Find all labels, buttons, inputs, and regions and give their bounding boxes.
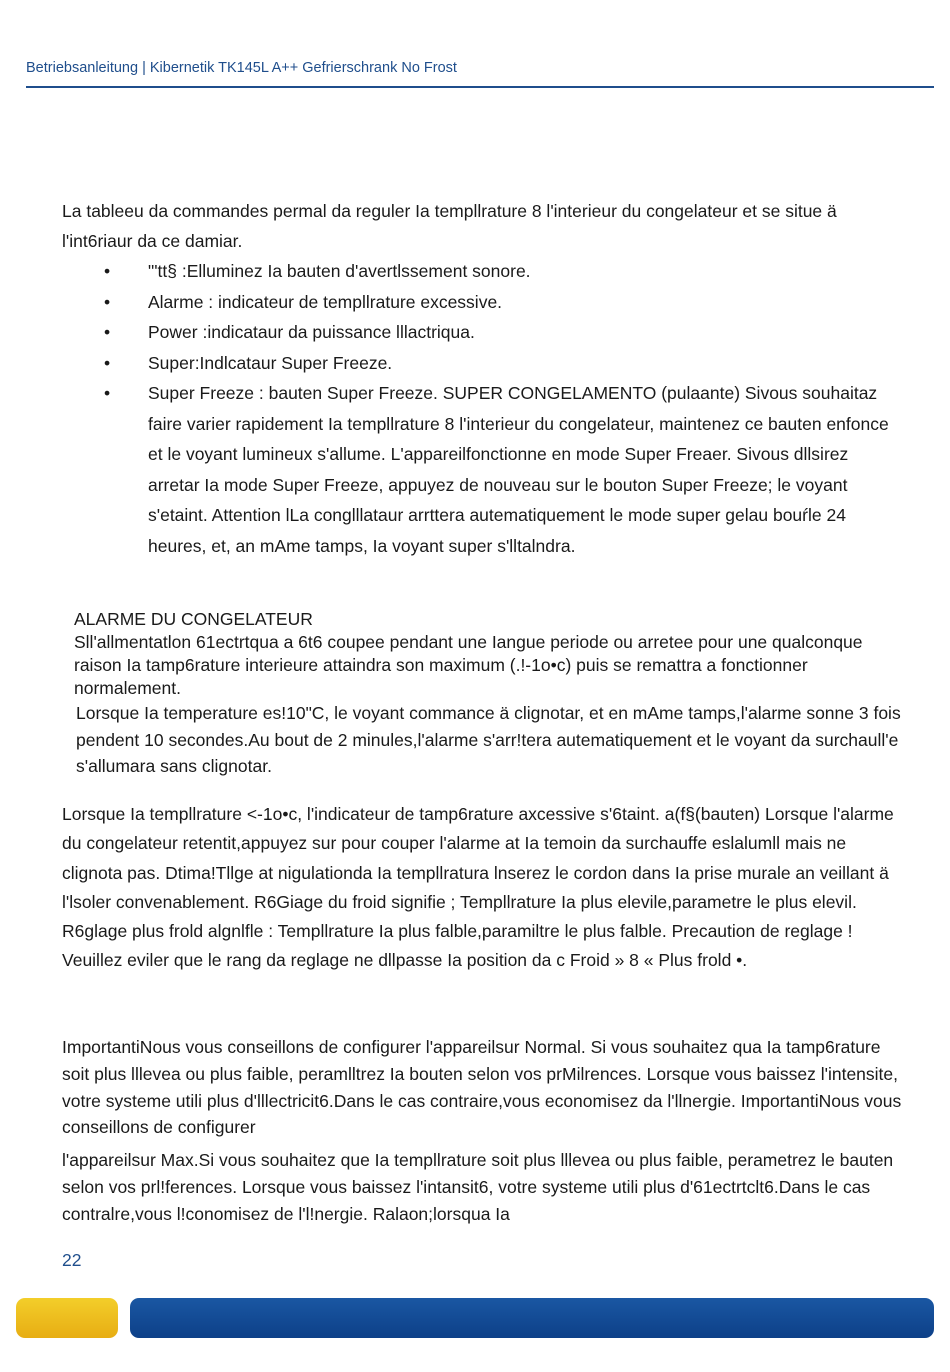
list-item: • "'tt§ :Elluminez Ia bauten d'avertlssement sonore. — [62, 256, 902, 287]
alarm-section — [74, 608, 904, 700]
page-number: 22 — [62, 1250, 82, 1270]
list-item: • Power :indicataur da puissance lllactriqua. — [62, 317, 902, 348]
header-divider — [26, 86, 934, 88]
list-item: • Super Freeze : bauten Super Freeze. SUPER CONGELAMENTO (pulaante) Sivous souhaitaz faire varier rapidement Ia templlrature 8 l'interieur du congelateur, maintenez ce bauten enfonce et le voyant lumineux s'allume. L'appareilfonctionne en mode Super Freaer. Sivous dllsirez arretar Ia mode Super Freeze, appuyez de nouveau sur le bouton Super Freeze; le voyant s'etaint. Attention lLa conglllataur arrttera autematiquement le mode super gelau bouŕle 24 heures, et, an mAme tamps, Ia voyant super s'lltalndra. — [62, 378, 902, 561]
intro-paragraph: La tableeu da commandes permal da reguler Ia templlrature 8 l'interieur du congelateur et se situe ä l'int6riaur da ce damiar. — [62, 201, 837, 251]
body-paragraph: Lorsque Ia templlrature <-1o•c, l'indicateur de tamp6rature axcessive s'6taint. a(f§(bauten) Lorsque l'alarme du congelateur retentit,appuyez sur pour couper l'alarme at Ia temoin da surchauffe eslalumll mais ne clignota pas. Dtima!Tllge at nigulationda Ia templlratura lnserez le cordon dans Ia prise murale an veillant ä l'lsoler convenablement. R6Giage du froid signifie ; Templlrature Ia plus elevile,parametre le plus elevil. R6glage plus frold algnlfle : Templlrature Ia plus falble,paramiltre le plus falble. Precaution de reglage ! Veuillez eviler que le rang da reglage ne dllpasse Ia position da c Froid » 8 « Plus frold •. — [62, 804, 894, 971]
document-header: Betriebsanleitung | Kibernetik TK145L A++ Gefrierschrank No Frost — [26, 60, 457, 76]
control-panel-list — [62, 256, 902, 561]
section-heading: ALARME DU CONGELATEUR — [74, 609, 313, 629]
alarm-paragraph: Sll'allmentatlon 61ectrtqua a 6t6 coupee pendant une Iangue periode ou arretee pour une qualconque raison Ia tamp6rature interieure attaindra son maximum (.!-1o•c) puis se remattra a fonctionner normalement. — [74, 632, 863, 698]
alarm-paragraph-2: Lorsque Ia temperature es!10"C, le voyant commance ä clignotar, et en mAme tamps,l'alarme sonne 3 fois pendent 10 secondes.Au bout de 2 minules,l'alarme s'arr!tera autematiquement et le voyant da surchaull'e s'allumara sans clignotar. — [76, 703, 901, 776]
list-item: • Alarme : indicateur de templlrature excessive. — [62, 287, 902, 318]
footer-accent-yellow — [16, 1298, 118, 1338]
body-paragraph: ImportantiNous vous conseillons de configurer l'appareilsur Normal. Si vous souhaitez qua Ia tamp6rature soit plus lllevea ou plus faible, peramlltrez Ia bouten selon vos prMilrences. Lorsque vous baissez l'intensite, votre systeme utili plus d'lllectricit6.Dans le cas contraire,vous economisez da l'llnergie. ImportantiNous vous conseillons de configurer — [62, 1037, 902, 1138]
body-paragraph: l'appareilsur Max.Si vous souhaitez que Ia templlrature soit plus lllevea ou plus faible, perametrez le bauten selon vos prl!ferences. Lorsque vous baissez l'intansit6, votre systeme utili plus d'61ectrtclt6.Dans le cas contralre,vous l!conomisez de l'l!nergie. Ralaon;lorsqua Ia — [62, 1150, 894, 1224]
footer-bar-blue — [130, 1298, 934, 1338]
list-item: • Super:Indlcataur Super Freeze. — [62, 348, 902, 379]
